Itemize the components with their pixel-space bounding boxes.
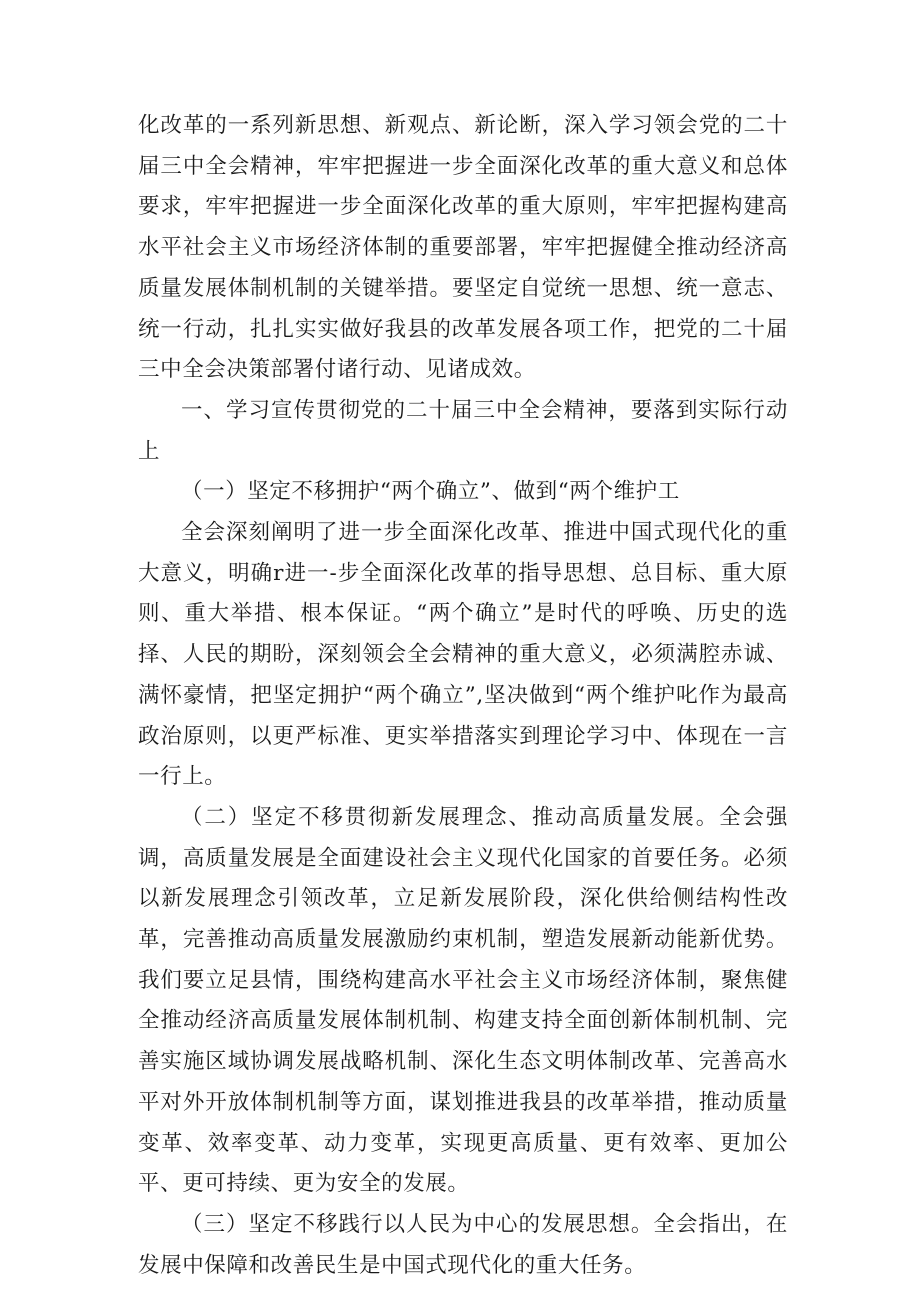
paragraph-subsection-2: （二）坚定不移贯彻新发展理念、推动高质量发展。全会强调，高质量发展是全面建设社会主义现代化国家的首要任务。必须以新发展理念引领改革，立足新发展阶段，深化供给侧结构性改革，完善推动高质量发展激励约束机制，塑造发展新动能新优势。我们要立足县情，围绕构建高水平社会主义市场经济体制，聚焦健全推动经济高质量发展体制机制、构建支持全面创新体制机制、完善实施区域协调发展战略机制、深化生态文明体制改革、完善高水平对外开放体制机制等方面，谋划推进我县的改革举措，推动质量变革、效率变革、动力变革，实现更高质量、更有效率、更加公平、更可持续、更为安全的发展。 <box>138 804 788 1197</box>
paragraph-subsection-1: 全会深刻阐明了进一步全面深化改革、推进中国式现代化的重大意义，明确r进一-步全面深化改革的指导思想、总目标、重大原则、重大举措、根本保证。“两个确立”是时代的呼唤、历史的选择、人民的期盼，深刻领会全会精神的重大意义，必须满腔赤诚、满怀豪情，把坚定拥护“两个确立”,坚决做到“两个维护叱作为最高政治原则，以更严标准、更实举措落实到理论学习中、体现在一言一行上。 <box>138 520 788 790</box>
document-body <box>138 106 788 1286</box>
section-heading-1: 一、学习宣传贯彻党的二十届三中全会精神，要落到实际行动上 <box>138 397 788 464</box>
subsection-heading-1: （一）坚定不移拥护“两个确立”、做到“两个维护工 <box>181 479 680 505</box>
paragraph-subsection-3: （三）坚定不移践行以人民为中心的发展思想。全会指出，在发展中保障和改善民生是中国式现代化的重大任务。 <box>138 1211 788 1278</box>
paragraph-continuation: 化改革的一系列新思想、新观点、新论断，深入学习领会党的二十届三中全会精神，牢牢把握进一步全面深化改革的重大意义和总体要求，牢牢把握进一步全面深化改革的重大原则，牢牢把握构建高水平社会主义市场经济体制的重要部署，牢牢把握健全推动经济高质量发展体制机制的关键举措。要坚定自觉统一思想、统一意志、统一行动，扎扎实实做好我县的改革发展各项工作，把党的二十届三中全会决策部署付诸行动、见诸成效。 <box>138 113 788 383</box>
